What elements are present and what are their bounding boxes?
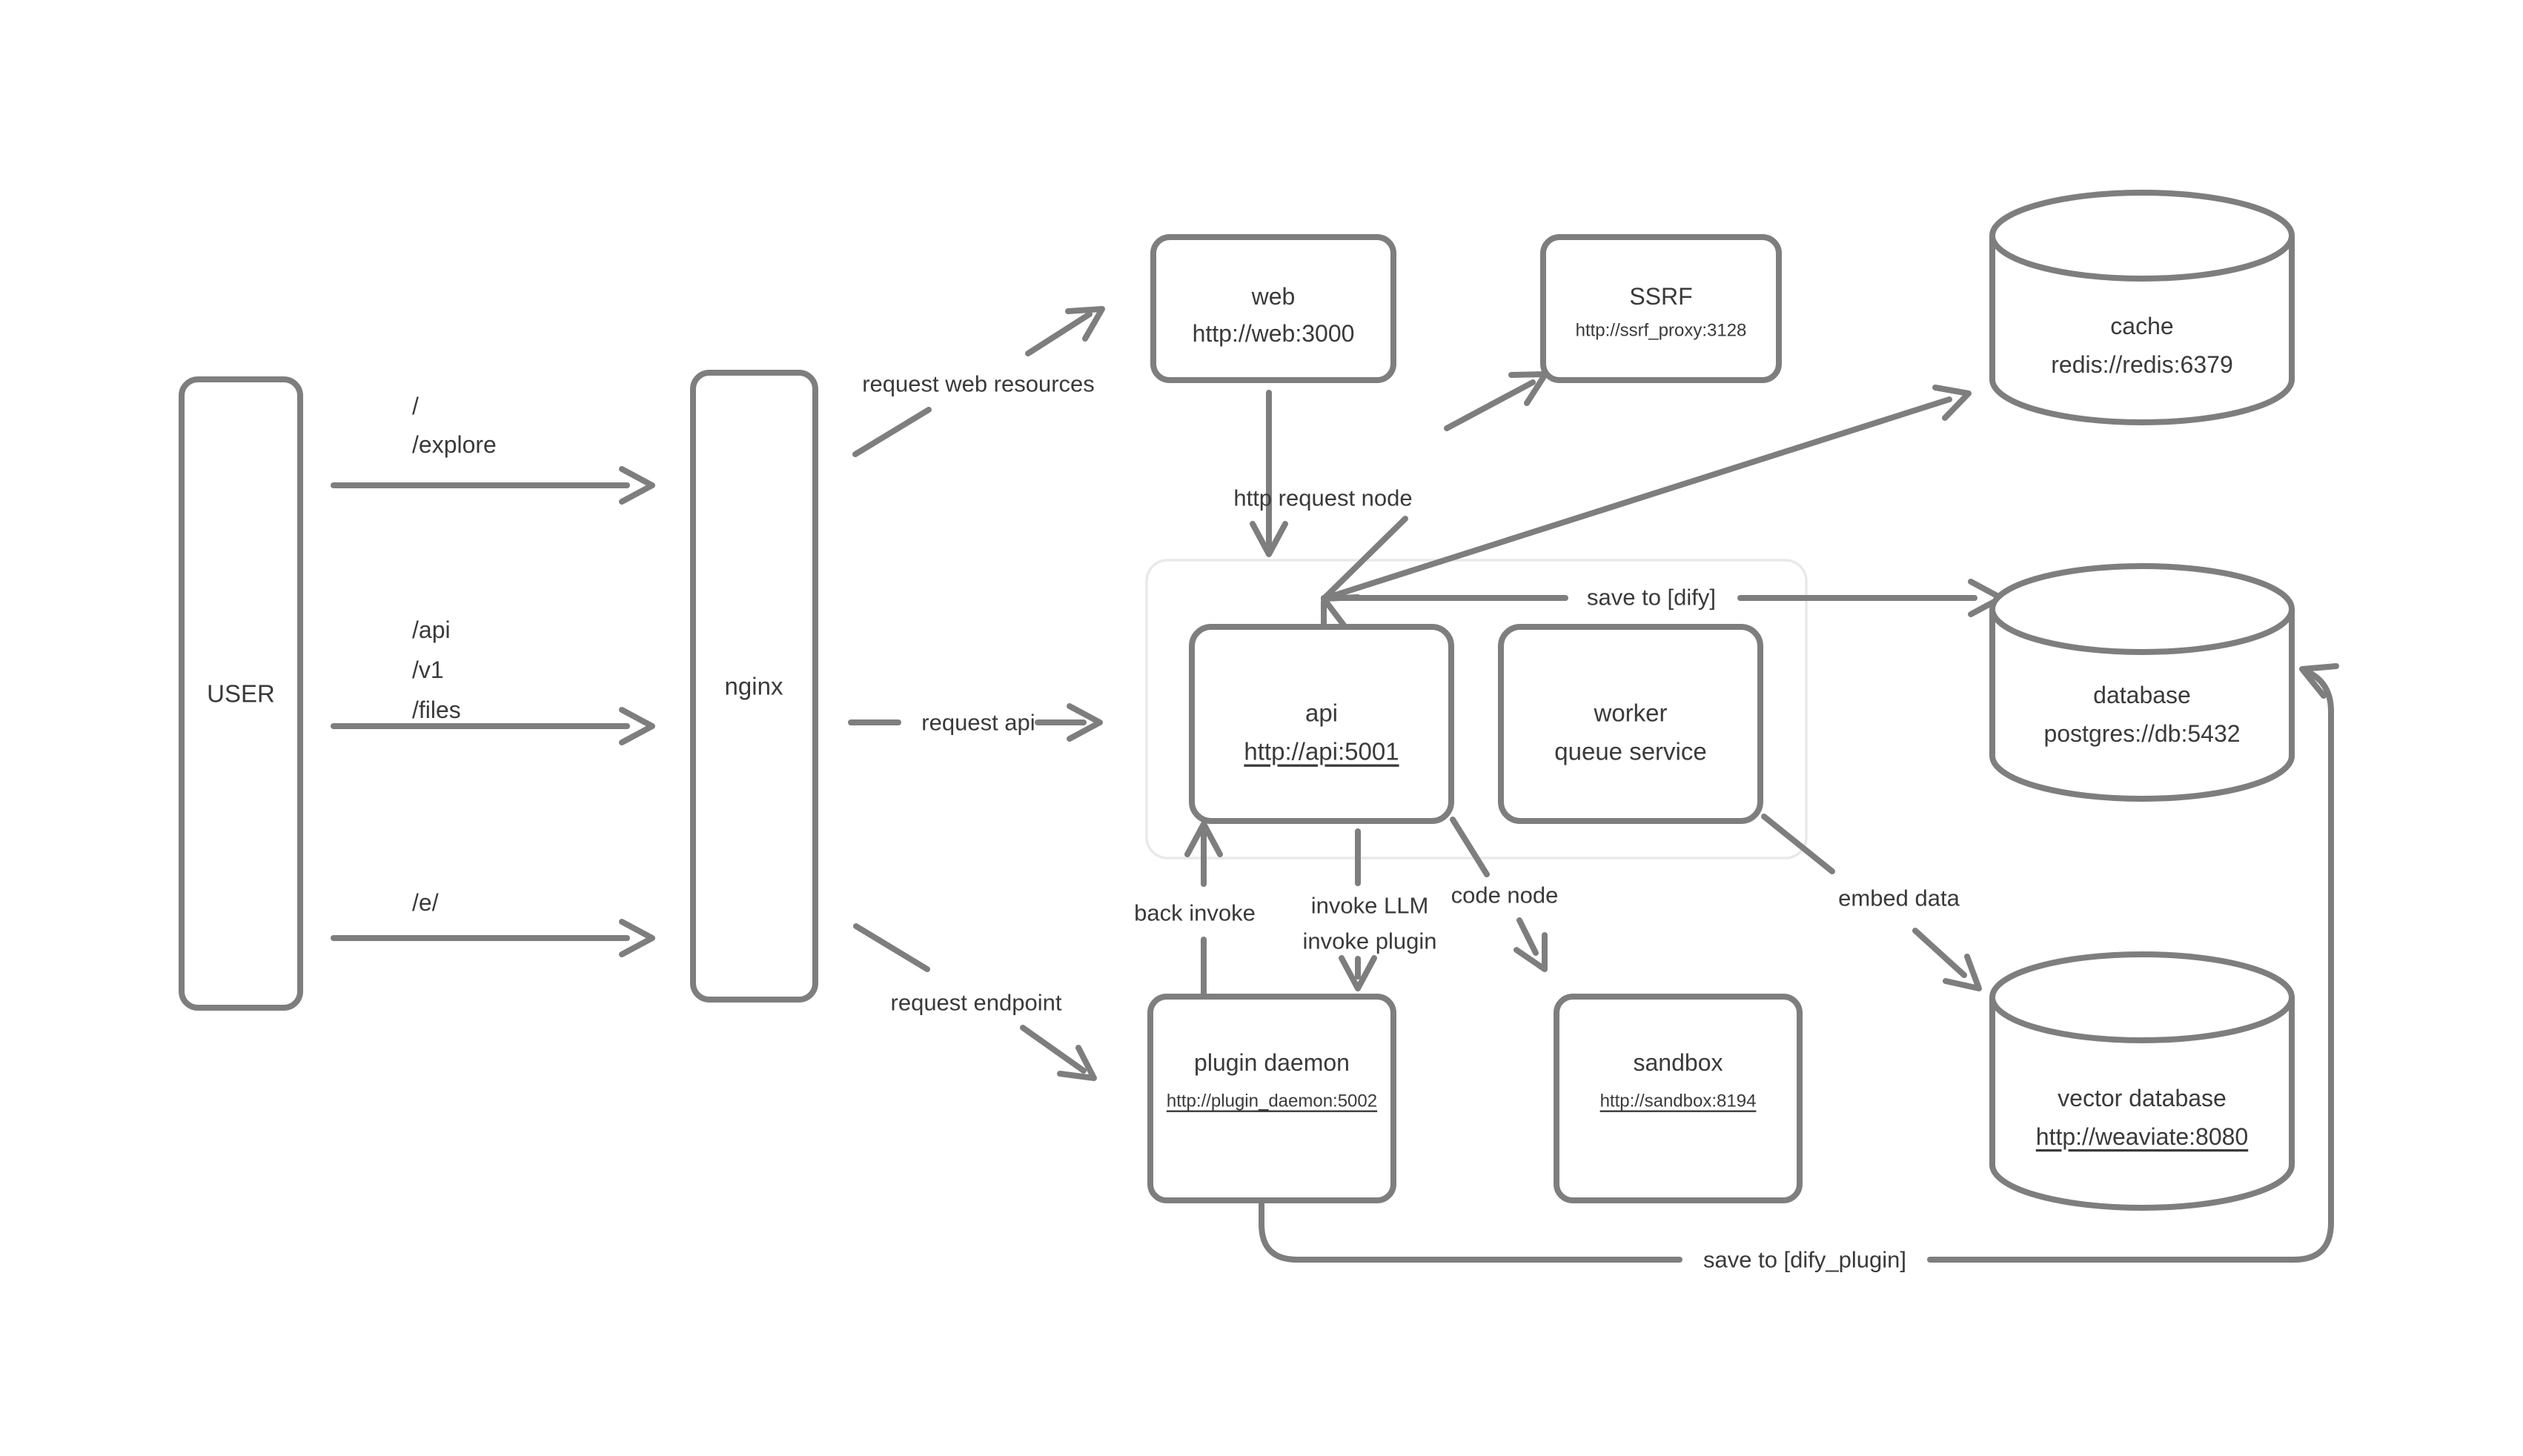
cache-cylinder-top <box>1992 193 2292 279</box>
worker-title: worker <box>1594 699 1668 727</box>
edge-label-invoke-llm: invoke LLM <box>1310 892 1429 919</box>
node-user <box>182 379 300 1008</box>
edge-line <box>1262 1202 1680 1260</box>
node-ssrf <box>1543 237 1779 380</box>
edge-label-request-api: request api <box>921 709 1035 736</box>
user-label: USER <box>207 679 275 708</box>
route-label-api: /api <box>412 616 451 643</box>
node-vector-database <box>1992 954 2292 1208</box>
plugin-daemon-title: plugin daemon <box>1194 1049 1350 1076</box>
edge-label-http-request-node: http request node <box>1233 485 1413 511</box>
node-cache <box>1992 193 2292 422</box>
vector-database-title: vector database <box>2058 1085 2227 1111</box>
edge-line <box>855 410 929 454</box>
route-label-v1: /v1 <box>412 656 444 683</box>
node-nginx <box>693 373 815 1000</box>
route-label-explore: /explore <box>412 431 497 458</box>
worker-subtitle: queue service <box>1554 737 1707 765</box>
edge-label-save-to-dify: save to [dify] <box>1586 584 1717 611</box>
node-database <box>1992 566 2292 799</box>
edge-label-back-invoke: back invoke <box>1134 900 1256 926</box>
edge-label-invoke-plugin: invoke plugin <box>1302 928 1437 954</box>
cache-title: cache <box>2110 313 2174 339</box>
edge-line <box>1447 382 1533 428</box>
route-label-files: /files <box>412 697 461 723</box>
edge-label-request-endpoint: request endpoint <box>890 989 1062 1016</box>
sandbox-title: sandbox <box>1633 1049 1723 1076</box>
edge-line <box>1915 931 1964 975</box>
node-api <box>1192 627 1451 821</box>
edge-user-nginx-web <box>334 393 652 502</box>
database-title: database <box>2093 682 2191 708</box>
sandbox-url: http://sandbox:8194 <box>1599 1091 1757 1111</box>
ssrf-title: SSRF <box>1629 283 1693 310</box>
edge-nginx-web <box>855 309 1102 454</box>
route-label-root: / <box>412 393 419 419</box>
node-sandbox <box>1556 997 1800 1200</box>
vector-database-url: http://weaviate:8080 <box>2035 1123 2249 1150</box>
edge-nginx-api <box>851 706 1100 739</box>
edge-worker-vector-database <box>1764 817 1979 988</box>
ssrf-url: http://ssrf_proxy:3128 <box>1575 320 1747 341</box>
edge-nginx-plugin-daemon <box>856 926 1094 1078</box>
edge-label-code-node: code node <box>1451 882 1559 908</box>
edge-user-nginx-endpoint <box>334 889 652 954</box>
route-label-e: /e/ <box>412 889 439 916</box>
web-url: http://web:3000 <box>1192 320 1355 347</box>
api-url: http://api:5001 <box>1244 737 1399 765</box>
node-plugin-daemon <box>1150 997 1393 1200</box>
cache-url: redis://redis:6379 <box>2051 351 2233 378</box>
edge-web-api <box>1253 393 1285 554</box>
node-worker <box>1501 627 1760 821</box>
edge-label-save-to-dify-plugin: save to [dify_plugin] <box>1703 1246 1907 1273</box>
edge-label-embed-data: embed data <box>1838 885 1960 911</box>
edge-line <box>1023 1028 1084 1071</box>
api-title: api <box>1304 699 1339 727</box>
vector-database-cylinder-top <box>1992 954 2292 1040</box>
edge-user-nginx-api <box>334 616 652 742</box>
database-cylinder-top <box>1992 566 2292 652</box>
edge-label-request-web-resources: request web resources <box>862 370 1095 397</box>
nginx-label: nginx <box>724 672 783 700</box>
web-title: web <box>1251 283 1296 310</box>
database-url: postgres://db:5432 <box>2043 720 2241 747</box>
edge-line <box>1028 314 1090 353</box>
plugin-daemon-url: http://plugin_daemon:5002 <box>1166 1091 1378 1111</box>
node-web <box>1153 237 1393 380</box>
edge-line <box>856 926 927 969</box>
edge-line <box>1519 920 1536 953</box>
